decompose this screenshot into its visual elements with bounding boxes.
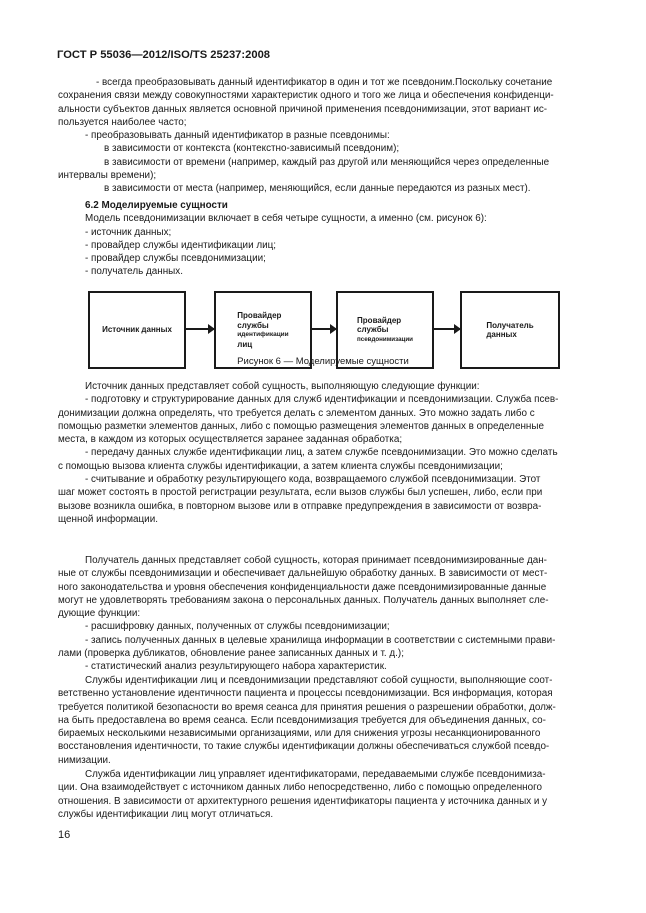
text-line: шаг может состоять в простой регистрации результата, если вызов службы был успешен, либо, если при — [58, 487, 543, 499]
paragraph-services — [58, 674, 593, 767]
text-line: - провайдер службы псевдонимизации; — [85, 253, 266, 265]
pseudonymisation-service-label: псевдонимизации — [357, 335, 413, 343]
identity-service-label: службы — [237, 320, 269, 330]
text-line: - расшифровку данных, полученных от службы псевдонимизации; — [85, 621, 390, 633]
text-line: - преобразовывать данный идентификатор в разные псевдонимы: — [85, 130, 390, 142]
text-line: сохранения связи между совокупностями характеристик одного и того же лица и обеспечения конфиденци- — [58, 90, 554, 102]
data-recipient-label: данных — [486, 330, 517, 339]
paragraph-pseudonym-options — [58, 76, 593, 196]
text-line: донимизации должна определять, что требуется делать с элементом данных. Это можно задать либо с — [58, 407, 535, 419]
text-line: альности субъектов данных является основной причиной применения псевдонимизации, этот вариант ис- — [58, 103, 548, 115]
pseudonymisation-service-label: Провайдер — [357, 315, 402, 325]
text-line: восстановления идентичности, то такие службы идентификации должны обеспечиваться службой псевдо- — [58, 741, 550, 753]
text-line: Службы идентификации лиц и псевдонимизации представляют собой сущности, выполняющие соот- — [85, 675, 553, 686]
text-line: с помощью вызова клиента службы идентификации, а затем клиента службы псевдонимизации; — [58, 460, 503, 472]
text-line: Получатель данных представляет собой сущность, которая принимает псевдонимизированные дан- — [85, 555, 547, 566]
text-line: интервалы времени); — [58, 170, 157, 182]
pseudonymisation-service-label: службы — [357, 325, 389, 335]
text-line: места, в каждом из которых осуществляется заранее заданная обработка; — [58, 434, 403, 446]
text-line: ного законодательства и уровня обеспечения конфиденциальности даже псевдонимизированные данные — [58, 581, 547, 593]
text-line: - запись полученных данных в целевые хранилища информации в соответствии с системными прави- — [85, 634, 556, 646]
arrow-right-icon — [434, 328, 460, 330]
arrow-right-icon — [312, 328, 336, 330]
figure-caption: Рисунок 6 — Моделируемые сущности — [237, 356, 409, 367]
text-line: щенной информации. — [58, 513, 158, 525]
text-line: Служба идентификации лиц управляет идентификаторами, передаваемыми службе псевдонимиза- — [85, 769, 546, 780]
text-line: ции. Она взаимодействует с источником данных либо непосредственно, либо с помощью определенного — [58, 782, 542, 794]
paragraph-data-source — [58, 380, 593, 526]
text-line: нимизации. — [58, 754, 111, 766]
text-line: пользуется наиболее часто; — [58, 116, 187, 128]
text-line: в зависимости от места (например, меняющийся, если данные передаются из разных мест). — [104, 183, 531, 195]
text-line: бираемых несколькими независимыми организациями, или для снижения угрозы несанкционированного — [58, 728, 541, 740]
page-number: 16 — [58, 829, 71, 841]
text-line: - получатель данных. — [85, 266, 183, 278]
text-line: отношения. В зависимости от архитектурного решения идентификаторы пациента у источника данных и у — [58, 795, 548, 807]
text-line: - провайдер службы идентификации лиц; — [85, 239, 277, 251]
text-line: вызове возникла ошибка, в повторном вызове или в отправке предупреждения в зависимости от возвра- — [58, 500, 542, 512]
text-line: ветственно установление идентичности пациента и процессы псевдонимизации. Вся информация, которая — [58, 688, 553, 700]
data-source-label: Источник данных — [102, 325, 172, 335]
arrow-right-icon — [186, 328, 214, 330]
text-line: - считывание и обработку результирующего кода, возвращаемого службой псевдонимизации. Этот — [85, 474, 541, 486]
text-line: - статистический анализ результирующего набора характеристик. — [85, 661, 387, 673]
data-recipient-label: Получатель — [486, 320, 534, 330]
identity-service-label: идентификации — [237, 331, 289, 338]
identity-service-label: лиц — [237, 339, 253, 349]
identity-service-label: Провайдер — [237, 311, 282, 320]
text-line: дующие функции: — [58, 608, 141, 620]
text-line: Источник данных представляет собой сущность, выполняющую следующие функции: — [85, 381, 480, 392]
text-line: в зависимости от времени (например, каждый раз другой или меняющийся через определенные — [104, 156, 550, 168]
text-line: помощью разметки элементов данных, либо с помощью размещения элементов данных в определенные — [58, 420, 544, 432]
text-line: могут не удовлетворять требованиям закона о персональных данных. Получатель данных выполняет сле- — [58, 594, 549, 606]
text-line: требуется политикой безопасности во время сеанса для принятия решения о разрешении обработки, долж- — [58, 701, 556, 713]
section-6-2 — [58, 199, 593, 279]
text-line: лами (проверка дубликатов, обновление ранее записанных данных и т. д.); — [58, 648, 404, 660]
text-line: - источник данных; — [85, 226, 172, 238]
text-line: - подготовку и структурирование данных для служб идентификации и псевдонимизации. Служба псев- — [85, 394, 559, 406]
text-line: ные от службы псевдонимизации и обеспечивает дальнейшую обработку данных. В зависимости от мест- — [58, 568, 548, 580]
text-line: службы идентификации лиц могут отличаться. — [58, 808, 274, 820]
text-line: Модель псевдонимизации включает в себя четыре сущности, а именно (см. рисунок 6): — [85, 213, 487, 225]
paragraph-data-recipient — [58, 554, 593, 674]
text-line: в зависимости от контекста (контекстно-зависимый псевдоним); — [104, 143, 400, 155]
text-line: - всегда преобразовывать данный идентификатор в один и тот же псевдоним.Поскольку сочетание — [96, 77, 553, 88]
section-title: 6.2 Моделируемые сущности — [85, 200, 228, 211]
text-line: - передачу данных службе идентификации лиц, а затем службе псевдонимизации. Это можно сделать — [85, 447, 558, 459]
document-header: ГОСТ Р 55036—2012/ISO/TS 25237:2008 — [57, 49, 271, 61]
paragraph-identity-service — [58, 768, 593, 821]
text-line: на быть предоставлена во время сеанса. Если псевдонимизация требуется для объединения данных, со- — [58, 714, 546, 726]
